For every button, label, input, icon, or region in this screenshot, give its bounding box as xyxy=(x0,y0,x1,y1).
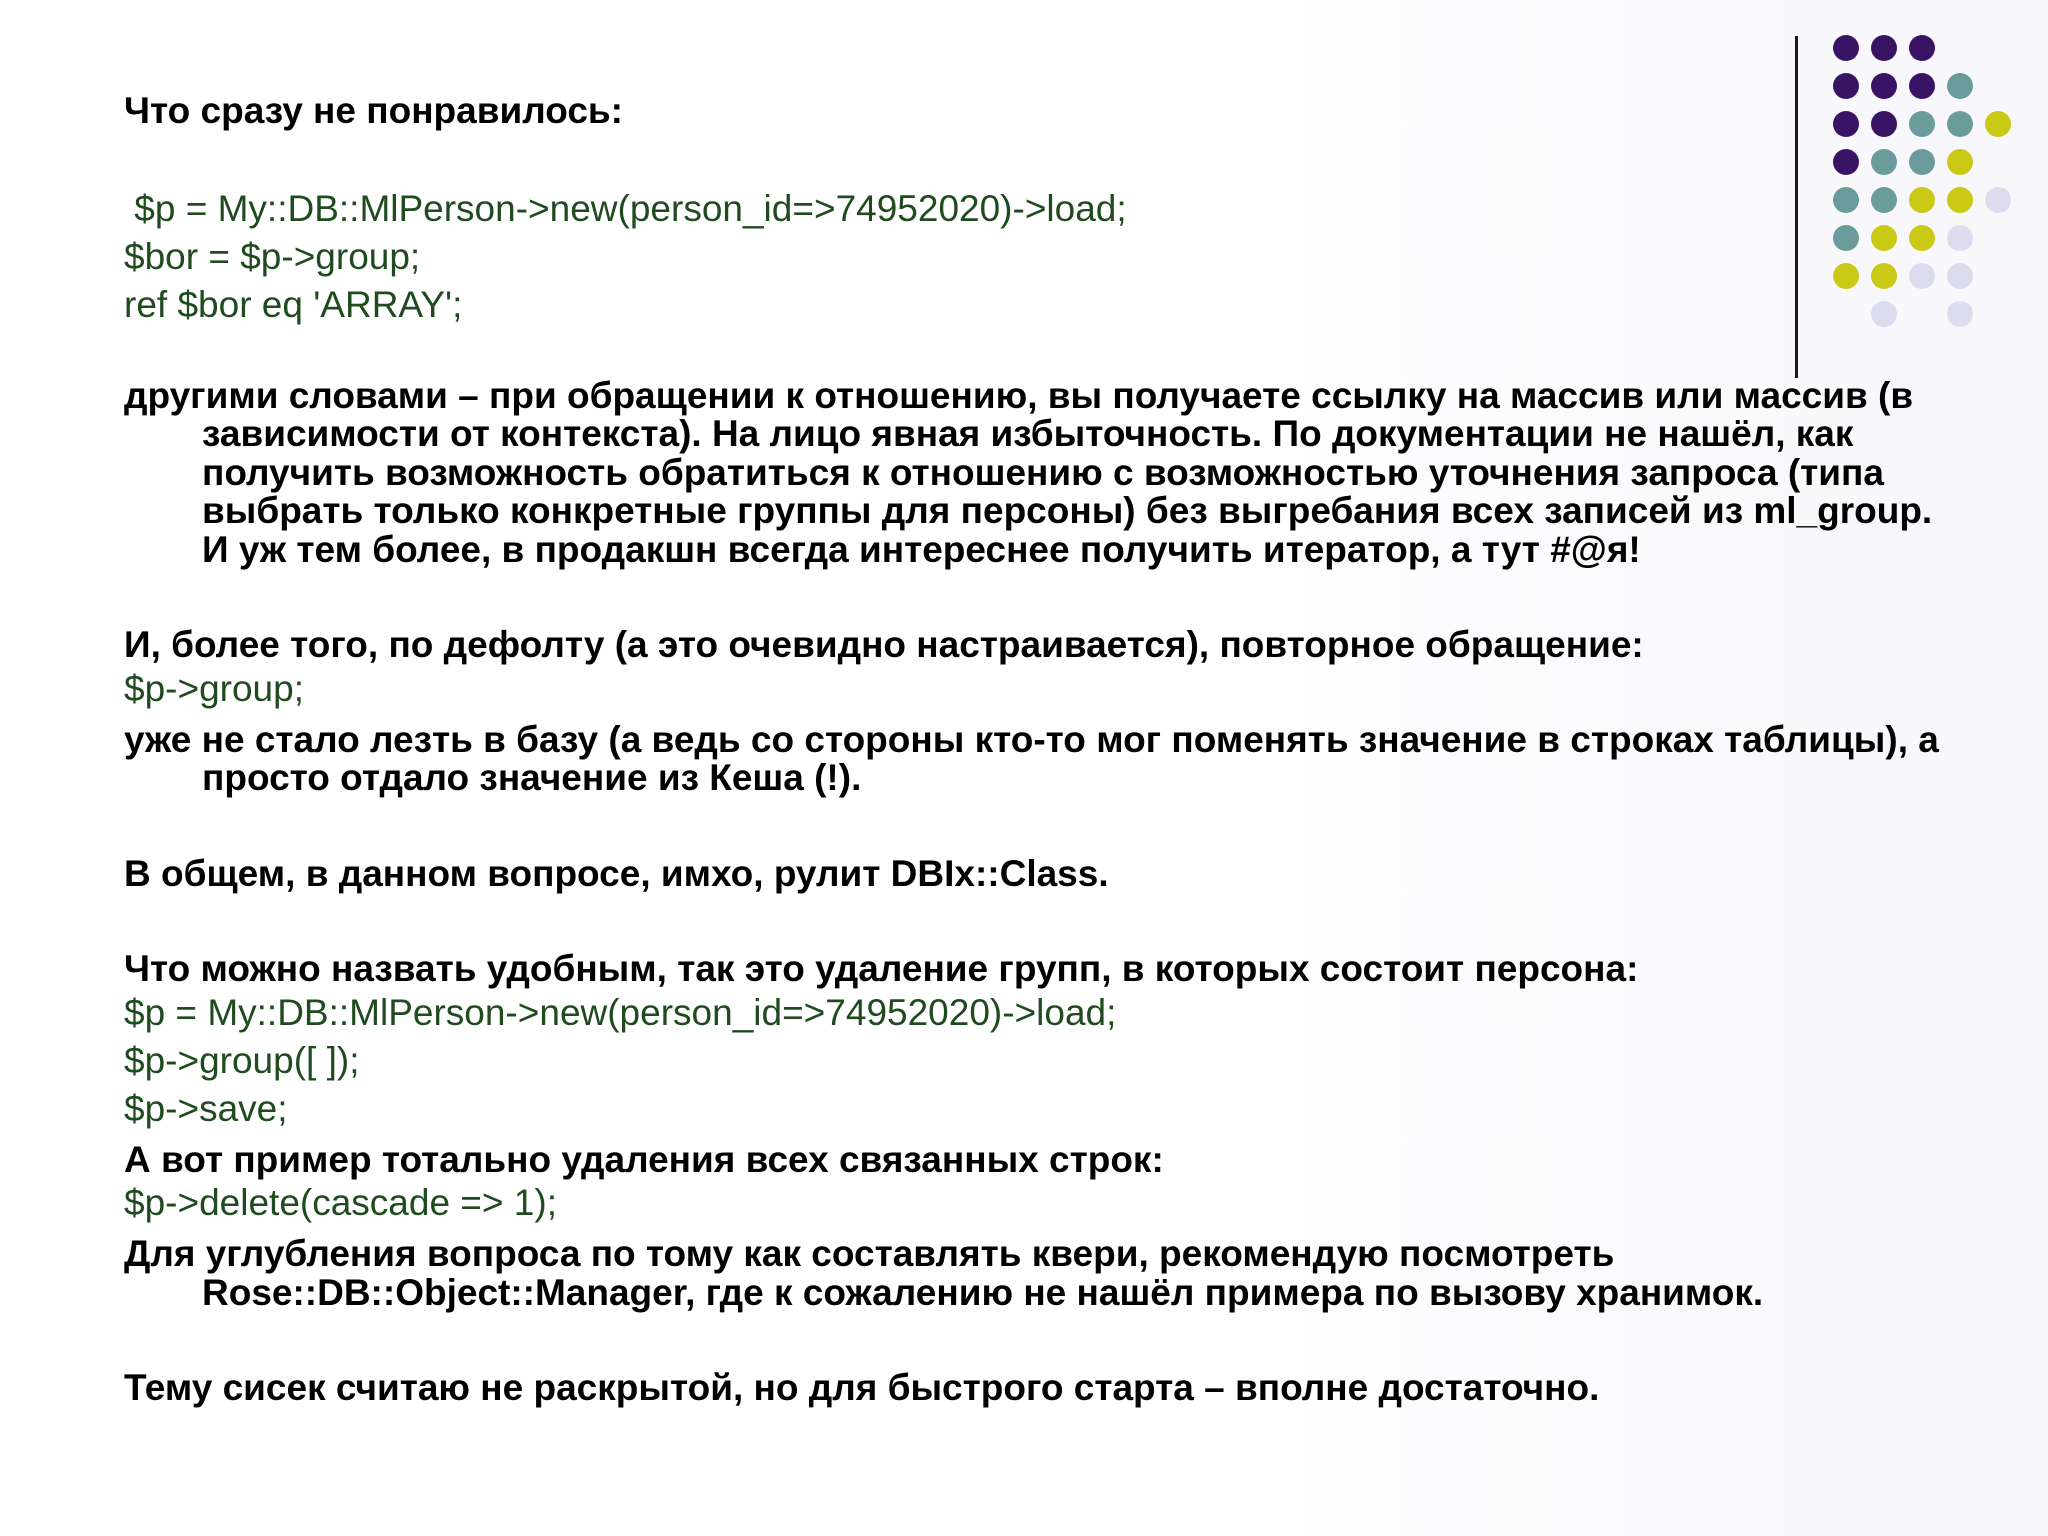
code-line: $p->save; xyxy=(124,1087,288,1129)
decoration-dot xyxy=(1871,35,1897,61)
paragraph-8: Тему сисек считаю не раскрытой, но для быстрого старта – вполне достаточно. xyxy=(124,1367,1600,1408)
code-line: $p->group([ ]); xyxy=(124,1039,360,1081)
code-line: $p->delete(cascade => 1); xyxy=(124,1182,557,1223)
paragraph-5: Что можно назвать удобным, так это удаление групп, в которых состоит персона: xyxy=(124,948,1639,989)
paragraph-6: А вот пример тотально удаления всех связанных строк: xyxy=(124,1138,1164,1180)
paragraph-7: Для углубления вопроса по тому как составлять квери, рекомендую посмотреть Rose::DB::Object::Manager, где к сожалению не нашёл примера по вызову хранимок. xyxy=(124,1233,1764,1313)
paragraph-2: И, более того, по дефолту (а это очевидно настраивается), повторное обращение: xyxy=(124,624,1644,665)
paragraph-4: В общем, в данном вопросе, имхо, рулит DBIx::Class. xyxy=(124,852,1109,894)
decoration-dot xyxy=(1985,187,2011,213)
heading-1: Что сразу не понравилось: xyxy=(124,90,623,131)
slide-content xyxy=(124,92,1964,1408)
paragraph-1: другими словами – при обращении к отношению, вы получаете ссылку на массив или массив (в зависимости от контекста). На лицо явная избыточность. По документации не нашёл, как получить возможность обратиться к отношению с возможностью уточнения запроса (типа выбрать только конкретные группы для персоны) без выгребания всех записей из ml_group. И уж тем более, в продакшн всегда интереснее получить итератор, а тут #@я! xyxy=(124,374,1933,570)
code-line: $p = My::DB::MlPerson->new(person_id=>74952020)->load; xyxy=(124,991,1117,1033)
code-line: $p->group; xyxy=(124,667,304,709)
code-line: $p = My::DB::MlPerson->new(person_id=>74952020)->load; xyxy=(124,187,1127,229)
decoration-dot xyxy=(1909,35,1935,61)
code-line: ref $bor eq 'ARRAY'; xyxy=(124,283,463,325)
paragraph-3: уже не стало лезть в базу (а ведь со стороны кто-то мог поменять значение в строках таблицы), а просто отдало значение из Кеша (!). xyxy=(124,718,1939,798)
code-line: $bor = $p->group; xyxy=(124,235,421,277)
decoration-dot xyxy=(1985,111,2011,137)
decoration-dot xyxy=(1833,35,1859,61)
